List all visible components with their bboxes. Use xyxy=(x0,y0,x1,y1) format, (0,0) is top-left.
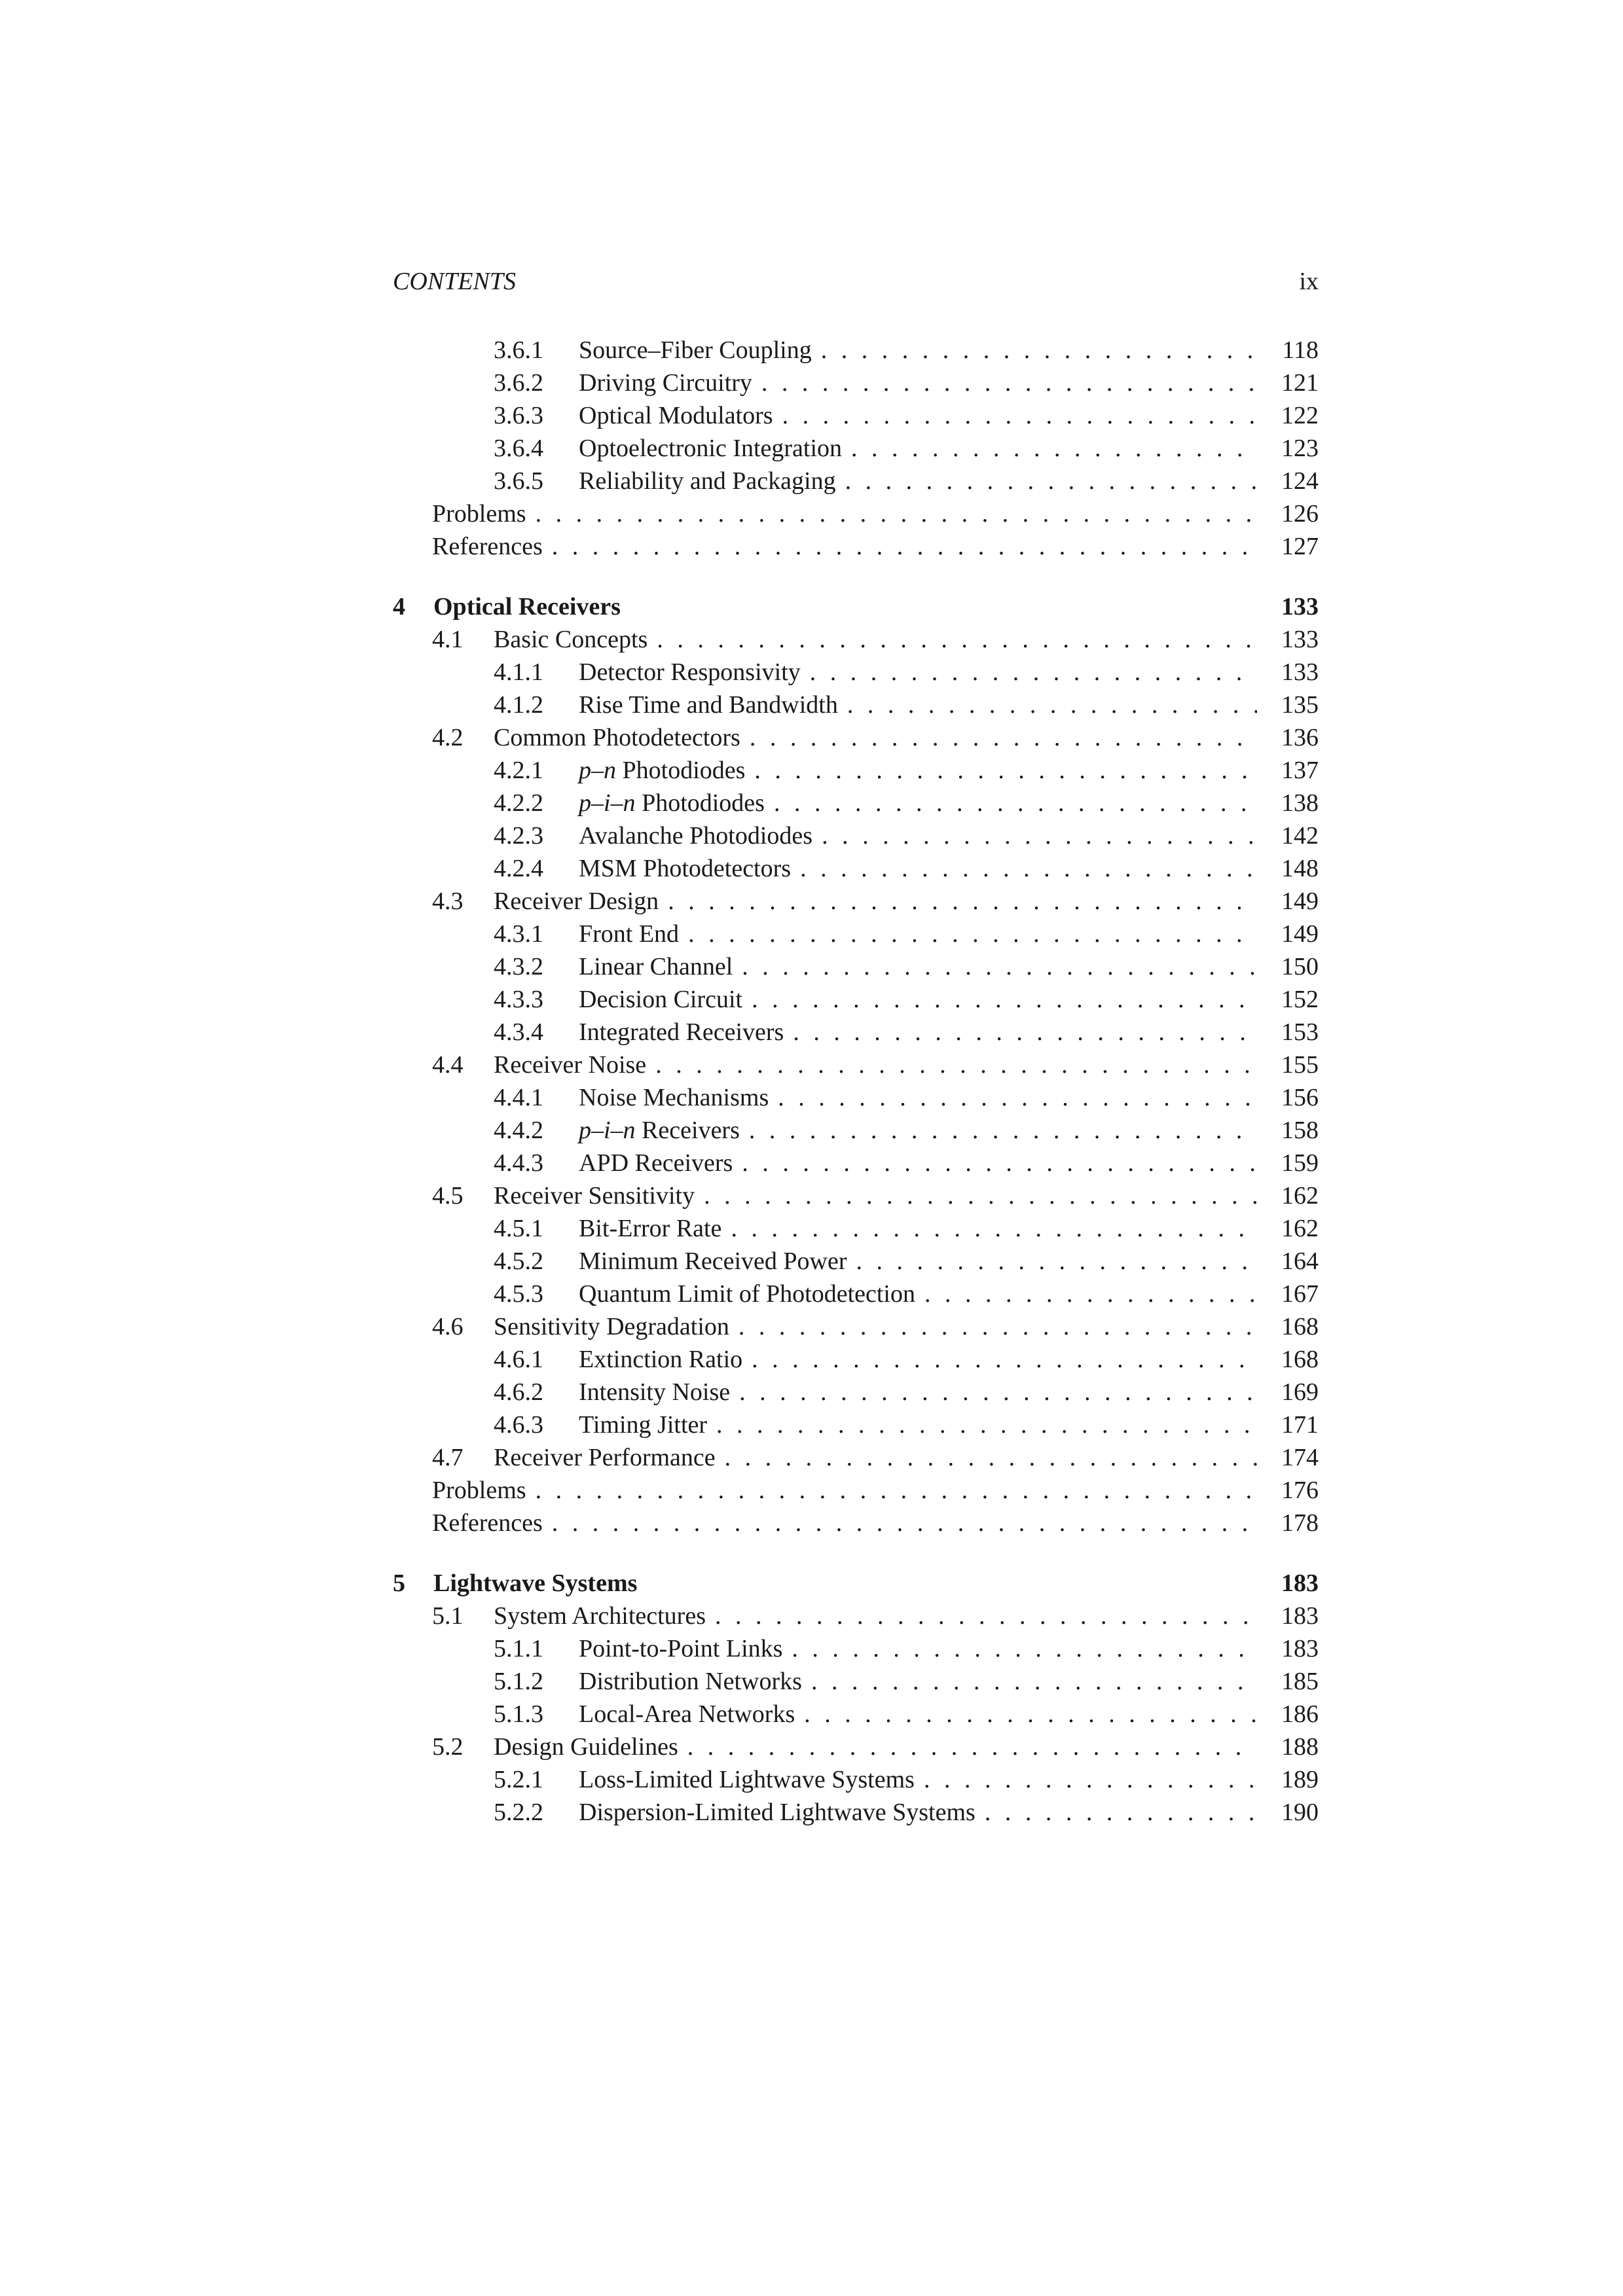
toc-entry-page: 158 xyxy=(1281,1117,1319,1144)
toc-entry-page: 168 xyxy=(1281,1346,1319,1373)
dot-leader xyxy=(851,432,1257,465)
toc-entry-page: 155 xyxy=(1281,1051,1319,1079)
toc-entry-title: Lightwave Systems xyxy=(433,1570,638,1597)
toc-entry-title: Minimum Received Power xyxy=(579,1247,847,1275)
toc-entry xyxy=(393,399,1319,432)
toc-entry-title: Bit-Error Rate xyxy=(579,1215,722,1242)
toc-entry-number: 4.7 xyxy=(432,1444,464,1471)
toc-entry-page: 126 xyxy=(1281,500,1319,528)
dot-leader xyxy=(715,1600,1257,1632)
toc-entry-page: 159 xyxy=(1281,1149,1319,1177)
toc-entry-page: 183 xyxy=(1281,1602,1319,1630)
toc-entry xyxy=(393,623,1319,656)
toc-entry-number: 4.2 xyxy=(432,724,464,751)
dot-leader xyxy=(754,754,1257,787)
toc-entry-title-italic: p–i–n xyxy=(579,1117,636,1144)
toc-entry-number: 5.1 xyxy=(432,1602,464,1630)
toc-entry-title: Quantum Limit of Photodetection xyxy=(579,1280,915,1308)
toc-entry-page: 185 xyxy=(1281,1668,1319,1695)
toc-entry-page: 171 xyxy=(1281,1411,1319,1439)
toc-entry-page: 136 xyxy=(1281,724,1319,751)
toc-entry-title: Noise Mechanisms xyxy=(579,1084,769,1111)
toc-entry-title: Basic Concepts xyxy=(494,626,648,653)
toc-entry-number: 4.4.3 xyxy=(494,1149,543,1177)
dot-leader xyxy=(688,918,1257,950)
toc-entry-title: Dispersion-Limited Lightwave Systems xyxy=(579,1799,976,1826)
toc-entry-number: 3.6.3 xyxy=(494,402,543,429)
dot-leader xyxy=(725,1441,1257,1474)
dot-leader xyxy=(657,623,1257,656)
toc-entry xyxy=(393,1567,1319,1600)
dot-leader xyxy=(536,497,1257,530)
toc-entry-title-italic: p–i–n xyxy=(579,789,636,817)
toc-entry-page: 186 xyxy=(1281,1700,1319,1728)
toc-entry-page: 189 xyxy=(1281,1766,1319,1793)
running-title: CONTENTS xyxy=(393,268,516,295)
toc-entry xyxy=(393,1310,1319,1343)
dot-leader xyxy=(749,1114,1257,1147)
toc-entry-title: Receiver Noise xyxy=(494,1051,647,1079)
toc-entry xyxy=(393,983,1319,1016)
toc-entry xyxy=(393,1049,1319,1081)
toc-entry-title-rest: Receivers xyxy=(635,1117,740,1144)
toc-entry-title-rest: Photodiodes xyxy=(635,789,765,817)
dot-leader xyxy=(985,1796,1257,1829)
toc-entry-page: 121 xyxy=(1281,369,1319,397)
toc-entry-title: Loss-Limited Lightwave Systems xyxy=(579,1766,915,1793)
toc-entry-title: Driving Circuitry xyxy=(579,369,752,397)
toc-entry xyxy=(393,852,1319,885)
toc-entry-title: Problems xyxy=(432,500,526,528)
toc-entry xyxy=(393,1212,1319,1245)
dot-leader xyxy=(655,1049,1257,1081)
toc-entry xyxy=(393,1474,1319,1507)
toc-entry-title: Linear Channel xyxy=(579,953,733,980)
toc-entry-title: Point-to-Point Links xyxy=(579,1635,783,1662)
toc-entry-title: Receiver Performance xyxy=(494,1444,716,1471)
toc-entry-page: 178 xyxy=(1281,1509,1319,1537)
dot-leader xyxy=(856,1245,1257,1278)
toc-entry xyxy=(393,1016,1319,1049)
toc-entry-number: 4.4 xyxy=(432,1051,464,1079)
dot-leader xyxy=(924,1278,1257,1310)
toc-entry-number: 3.6.4 xyxy=(494,435,543,462)
toc-entry xyxy=(393,1698,1319,1731)
toc-entry-title: Source–Fiber Coupling xyxy=(579,336,812,364)
toc-entry-title: Integrated Receivers xyxy=(579,1018,784,1046)
toc-entry-number: 5 xyxy=(393,1570,405,1597)
toc-entry-number: 5.1.3 xyxy=(494,1700,543,1728)
toc-entry-number: 4.5.1 xyxy=(494,1215,543,1242)
dot-leader xyxy=(774,787,1257,819)
toc-entry-title: Optoelectronic Integration xyxy=(579,435,843,462)
toc-entry-title xyxy=(579,787,765,819)
toc-entry xyxy=(393,1441,1319,1474)
toc-entry-number: 4.1.2 xyxy=(494,691,543,719)
toc-entry-title: References xyxy=(432,533,543,560)
toc-entry-number: 4.5 xyxy=(432,1182,464,1210)
toc-entry-page: 148 xyxy=(1281,855,1319,882)
dot-leader xyxy=(761,367,1257,399)
toc-entry-number: 4.5.2 xyxy=(494,1247,543,1275)
toc-entry xyxy=(393,1763,1319,1796)
toc-entry xyxy=(393,1343,1319,1376)
toc-entry-number: 5.1.2 xyxy=(494,1668,543,1695)
toc-entry xyxy=(393,1245,1319,1278)
toc-entry-title: Receiver Sensitivity xyxy=(494,1182,695,1210)
toc-entry xyxy=(393,885,1319,918)
toc-entry xyxy=(393,1796,1319,1829)
toc-entry-page: 183 xyxy=(1281,1635,1319,1662)
toc-entry xyxy=(393,590,1319,623)
dot-leader xyxy=(924,1763,1257,1796)
dot-leader xyxy=(782,399,1257,432)
toc-entry-title: Intensity Noise xyxy=(579,1378,731,1406)
toc-entry-title: Timing Jitter xyxy=(579,1411,708,1439)
toc-entry xyxy=(393,1665,1319,1698)
toc-entry-title: Problems xyxy=(432,1477,526,1504)
toc-entry-number: 5.1.1 xyxy=(494,1635,543,1662)
toc-entry-title: Front End xyxy=(579,920,680,948)
toc-entry-page: 156 xyxy=(1281,1084,1319,1111)
toc-entry-page: 149 xyxy=(1281,920,1319,948)
toc-entry xyxy=(393,1731,1319,1763)
toc-entry xyxy=(393,465,1319,497)
toc-entry xyxy=(393,1600,1319,1632)
dot-leader xyxy=(739,1310,1257,1343)
toc-entry-page: 118 xyxy=(1282,336,1319,364)
toc-entry-page: 188 xyxy=(1281,1733,1319,1761)
toc-entry xyxy=(393,721,1319,754)
toc-entry-number: 4.2.1 xyxy=(494,757,543,784)
dot-leader xyxy=(847,689,1257,721)
dot-leader xyxy=(822,819,1257,852)
dot-leader xyxy=(742,950,1257,983)
toc-entry-title: Optical Receivers xyxy=(433,593,621,620)
toc-entry-title: Optical Modulators xyxy=(579,402,773,429)
toc-entry-page: 169 xyxy=(1281,1378,1319,1406)
toc-entry-number: 4.5.3 xyxy=(494,1280,543,1308)
toc-entry-page: 152 xyxy=(1281,986,1319,1013)
toc-entry-number: 4.6.3 xyxy=(494,1411,543,1439)
toc-entry-title: MSM Photodetectors xyxy=(579,855,792,882)
toc-entry-number: 4.4.2 xyxy=(494,1117,543,1144)
toc-entry xyxy=(393,950,1319,983)
dot-leader xyxy=(845,465,1257,497)
toc-entry-number: 4.4.1 xyxy=(494,1084,543,1111)
toc-entry-page: 176 xyxy=(1281,1477,1319,1504)
toc-entry-page: 150 xyxy=(1281,953,1319,980)
toc-entry-title: Avalanche Photodiodes xyxy=(579,822,813,850)
toc-entry-page: 162 xyxy=(1281,1182,1319,1210)
toc-entry-number: 3.6.2 xyxy=(494,369,543,397)
toc-entry-title: System Architectures xyxy=(494,1602,706,1630)
toc-entry xyxy=(393,754,1319,787)
toc-entry-title: Design Guidelines xyxy=(494,1733,678,1761)
toc-entry xyxy=(393,334,1319,367)
toc-entry-number: 4.6.1 xyxy=(494,1346,543,1373)
toc-entry-number: 5.2 xyxy=(432,1733,464,1761)
dot-leader xyxy=(687,1731,1257,1763)
toc-entry-page: 138 xyxy=(1281,789,1319,817)
toc-entry xyxy=(393,656,1319,689)
toc-entry xyxy=(393,1507,1319,1539)
toc-entry xyxy=(393,1632,1319,1665)
toc-entry-number: 4.1.1 xyxy=(494,658,543,686)
toc-entry-title: Sensitivity Degradation xyxy=(494,1313,729,1340)
dot-leader xyxy=(810,656,1257,689)
toc-entry-page: 162 xyxy=(1281,1215,1319,1242)
toc-entry-number: 3.6.1 xyxy=(494,336,543,364)
toc-entry-title: Distribution Networks xyxy=(579,1668,802,1695)
toc-entry xyxy=(393,432,1319,465)
toc-entry-number: 4.2.4 xyxy=(494,855,543,882)
toc-entry-page: 133 xyxy=(1281,593,1319,620)
toc-entry xyxy=(393,1147,1319,1179)
toc-entry xyxy=(393,1114,1319,1147)
toc-entry-title: Detector Responsivity xyxy=(579,658,801,686)
toc-entry xyxy=(393,787,1319,819)
toc-entry-page: 124 xyxy=(1281,467,1319,495)
toc-entry-number: 4.6 xyxy=(432,1313,464,1340)
toc-entry xyxy=(393,367,1319,399)
dot-leader xyxy=(811,1665,1257,1698)
dot-leader xyxy=(704,1179,1257,1212)
dot-leader xyxy=(821,334,1257,367)
toc-entry-title: Extinction Ratio xyxy=(579,1346,743,1373)
toc-entry xyxy=(393,1081,1319,1114)
toc-entry-number: 5.2.1 xyxy=(494,1766,543,1793)
dot-leader xyxy=(536,1474,1257,1507)
toc-entry-number: 4.1 xyxy=(432,626,464,653)
toc-entry-title xyxy=(579,754,745,787)
toc-entry-page: 123 xyxy=(1281,435,1319,462)
toc-entry xyxy=(393,1179,1319,1212)
toc-entry-number: 4.6.2 xyxy=(494,1378,543,1406)
toc-entry xyxy=(393,1376,1319,1408)
toc-entry-page: 153 xyxy=(1281,1018,1319,1046)
dot-leader xyxy=(792,1632,1257,1665)
running-head xyxy=(393,262,1319,301)
toc-entry-title: Receiver Design xyxy=(494,888,659,915)
toc-entry xyxy=(393,1278,1319,1310)
toc-entry-number: 4 xyxy=(393,593,405,620)
toc-entry-title xyxy=(579,1114,740,1147)
toc-entry-page: 135 xyxy=(1281,691,1319,719)
toc-entry-title: Local-Area Networks xyxy=(579,1700,795,1728)
toc-entry xyxy=(393,497,1319,530)
toc-entry-page: 133 xyxy=(1281,658,1319,686)
toc-entry-page: 142 xyxy=(1281,822,1319,850)
toc-entry-number: 4.3.4 xyxy=(494,1018,543,1046)
toc-entry-number: 3.6.5 xyxy=(494,467,543,495)
toc-entry-page: 127 xyxy=(1281,533,1319,560)
dot-leader xyxy=(752,1343,1257,1376)
toc-entry-title: Rise Time and Bandwidth xyxy=(579,691,838,719)
toc-entry-page: 137 xyxy=(1281,757,1319,784)
dot-leader xyxy=(804,1698,1257,1731)
toc-entry-page: 183 xyxy=(1281,1570,1319,1597)
toc-entry-number: 4.3 xyxy=(432,888,464,915)
dot-leader xyxy=(731,1212,1257,1245)
dot-leader xyxy=(793,1016,1257,1049)
toc-entry-page: 167 xyxy=(1281,1280,1319,1308)
toc-entry-page: 164 xyxy=(1281,1247,1319,1275)
dot-leader xyxy=(750,721,1257,754)
dot-leader xyxy=(742,1147,1257,1179)
toc-entry-number: 4.3.1 xyxy=(494,920,543,948)
toc-entry-page: 122 xyxy=(1281,402,1319,429)
toc-entry-number: 4.2.3 xyxy=(494,822,543,850)
toc-entry xyxy=(393,530,1319,563)
dot-leader xyxy=(778,1081,1257,1114)
toc-entry-title-italic: p–n xyxy=(579,757,616,784)
toc-entry-title: References xyxy=(432,1509,543,1537)
dot-leader xyxy=(716,1408,1257,1441)
toc-entry-title: APD Receivers xyxy=(579,1149,733,1177)
dot-leader xyxy=(739,1376,1257,1408)
toc-entry-number: 4.3.3 xyxy=(494,986,543,1013)
dot-leader xyxy=(552,530,1257,563)
toc-entry xyxy=(393,1408,1319,1441)
toc-entry xyxy=(393,819,1319,852)
toc-entry-number: 5.2.2 xyxy=(494,1799,543,1826)
toc-entry-page: 190 xyxy=(1281,1799,1319,1826)
page-number: ix xyxy=(1299,268,1319,295)
toc-entry-title: Decision Circuit xyxy=(579,986,743,1013)
dot-leader xyxy=(668,885,1257,918)
toc-entry-page: 133 xyxy=(1281,626,1319,653)
toc-entry-title: Common Photodetectors xyxy=(494,724,740,751)
toc-entry-title: Reliability and Packaging xyxy=(579,467,836,495)
toc-entry-page: 149 xyxy=(1281,888,1319,915)
toc-entry-title-rest: Photodiodes xyxy=(616,757,746,784)
dot-leader xyxy=(800,852,1257,885)
toc-entry-number: 4.2.2 xyxy=(494,789,543,817)
dot-leader xyxy=(752,983,1257,1016)
toc-entry xyxy=(393,689,1319,721)
toc-entry-page: 174 xyxy=(1281,1444,1319,1471)
toc-entry-number: 4.3.2 xyxy=(494,953,543,980)
toc-entry xyxy=(393,918,1319,950)
dot-leader xyxy=(552,1507,1257,1539)
table-of-contents xyxy=(393,334,1319,1829)
toc-entry-page: 168 xyxy=(1281,1313,1319,1340)
